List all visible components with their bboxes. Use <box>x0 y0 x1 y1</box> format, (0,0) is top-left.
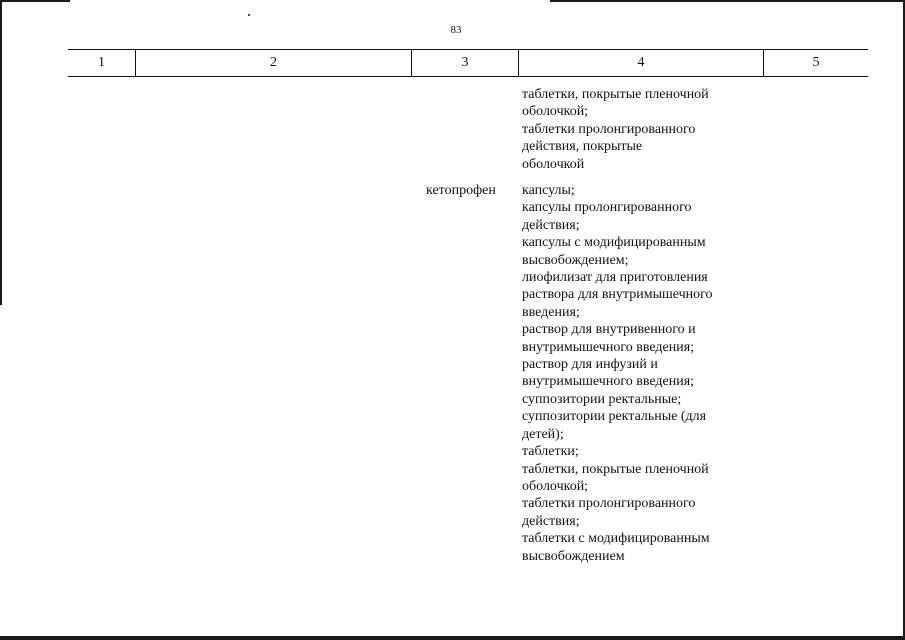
header-cell-5: 5 <box>763 50 868 76</box>
header-cell-3: 3 <box>411 50 518 76</box>
dosage-form-line: оболочкой <box>522 156 585 172</box>
dosage-form-line: таблетки с модифицированным <box>522 531 710 547</box>
dosage-form-line: капсулы; <box>522 183 575 198</box>
dosage-form-line: действия; <box>522 217 580 233</box>
dosage-form-line: оболочкой; <box>522 104 589 120</box>
dosage-form-line: капсулы с модифицированным <box>522 235 706 251</box>
dosage-form-line: суппозитории ректальные; <box>522 391 682 407</box>
dosage-form-line: действия; <box>522 513 580 529</box>
dosage-forms-list <box>522 182 762 565</box>
dosage-form-line: суппозитории ректальные (для <box>522 409 707 425</box>
dosage-form-line: раствора для внутримышечного <box>522 287 713 303</box>
dosage-form-line: раствор для внутривенного и <box>522 322 696 338</box>
dosage-form-line: таблетки пролонгированного <box>522 496 696 512</box>
scan-edge-gap <box>70 0 550 2</box>
dosage-form-line: таблетки, покрытые пленочной <box>522 461 709 477</box>
scan-speck <box>248 14 250 16</box>
dosage-form-line: таблетки, покрытые пленочной <box>522 87 709 102</box>
dosage-form-line: таблетки; <box>522 444 579 460</box>
dosage-form-line: лиофилизат для приготовления <box>522 270 708 286</box>
dosage-form-line: таблетки пролонгированного <box>522 121 696 137</box>
continuation-dosage-forms <box>522 86 762 173</box>
dosage-form-line: оболочкой; <box>522 478 589 494</box>
dosage-form-line: высвобождением; <box>522 252 629 268</box>
dosage-form-line: раствор для инфузий и <box>522 357 658 373</box>
dosage-form-line: введения; <box>522 304 580 320</box>
page-number: 83 <box>450 24 462 36</box>
dosage-form-line: действия, покрытые <box>522 139 643 155</box>
dosage-form-line: капсулы пролонгированного <box>522 200 692 216</box>
scan-edge-left <box>0 0 2 305</box>
dosage-form-line: внутримышечного введения; <box>522 374 695 390</box>
dosage-form-line: высвобождением <box>522 548 625 564</box>
header-cell-2: 2 <box>135 50 411 76</box>
header-cell-4: 4 <box>518 50 763 76</box>
dosage-form-line: внутримышечного введения; <box>522 339 695 355</box>
scan-edge-bottom <box>0 636 905 640</box>
dosage-form-line: детей); <box>522 426 564 442</box>
header-cell-1: 1 <box>98 55 105 70</box>
drug-name: кетопрофен <box>426 183 496 198</box>
table-header-row <box>68 49 868 77</box>
